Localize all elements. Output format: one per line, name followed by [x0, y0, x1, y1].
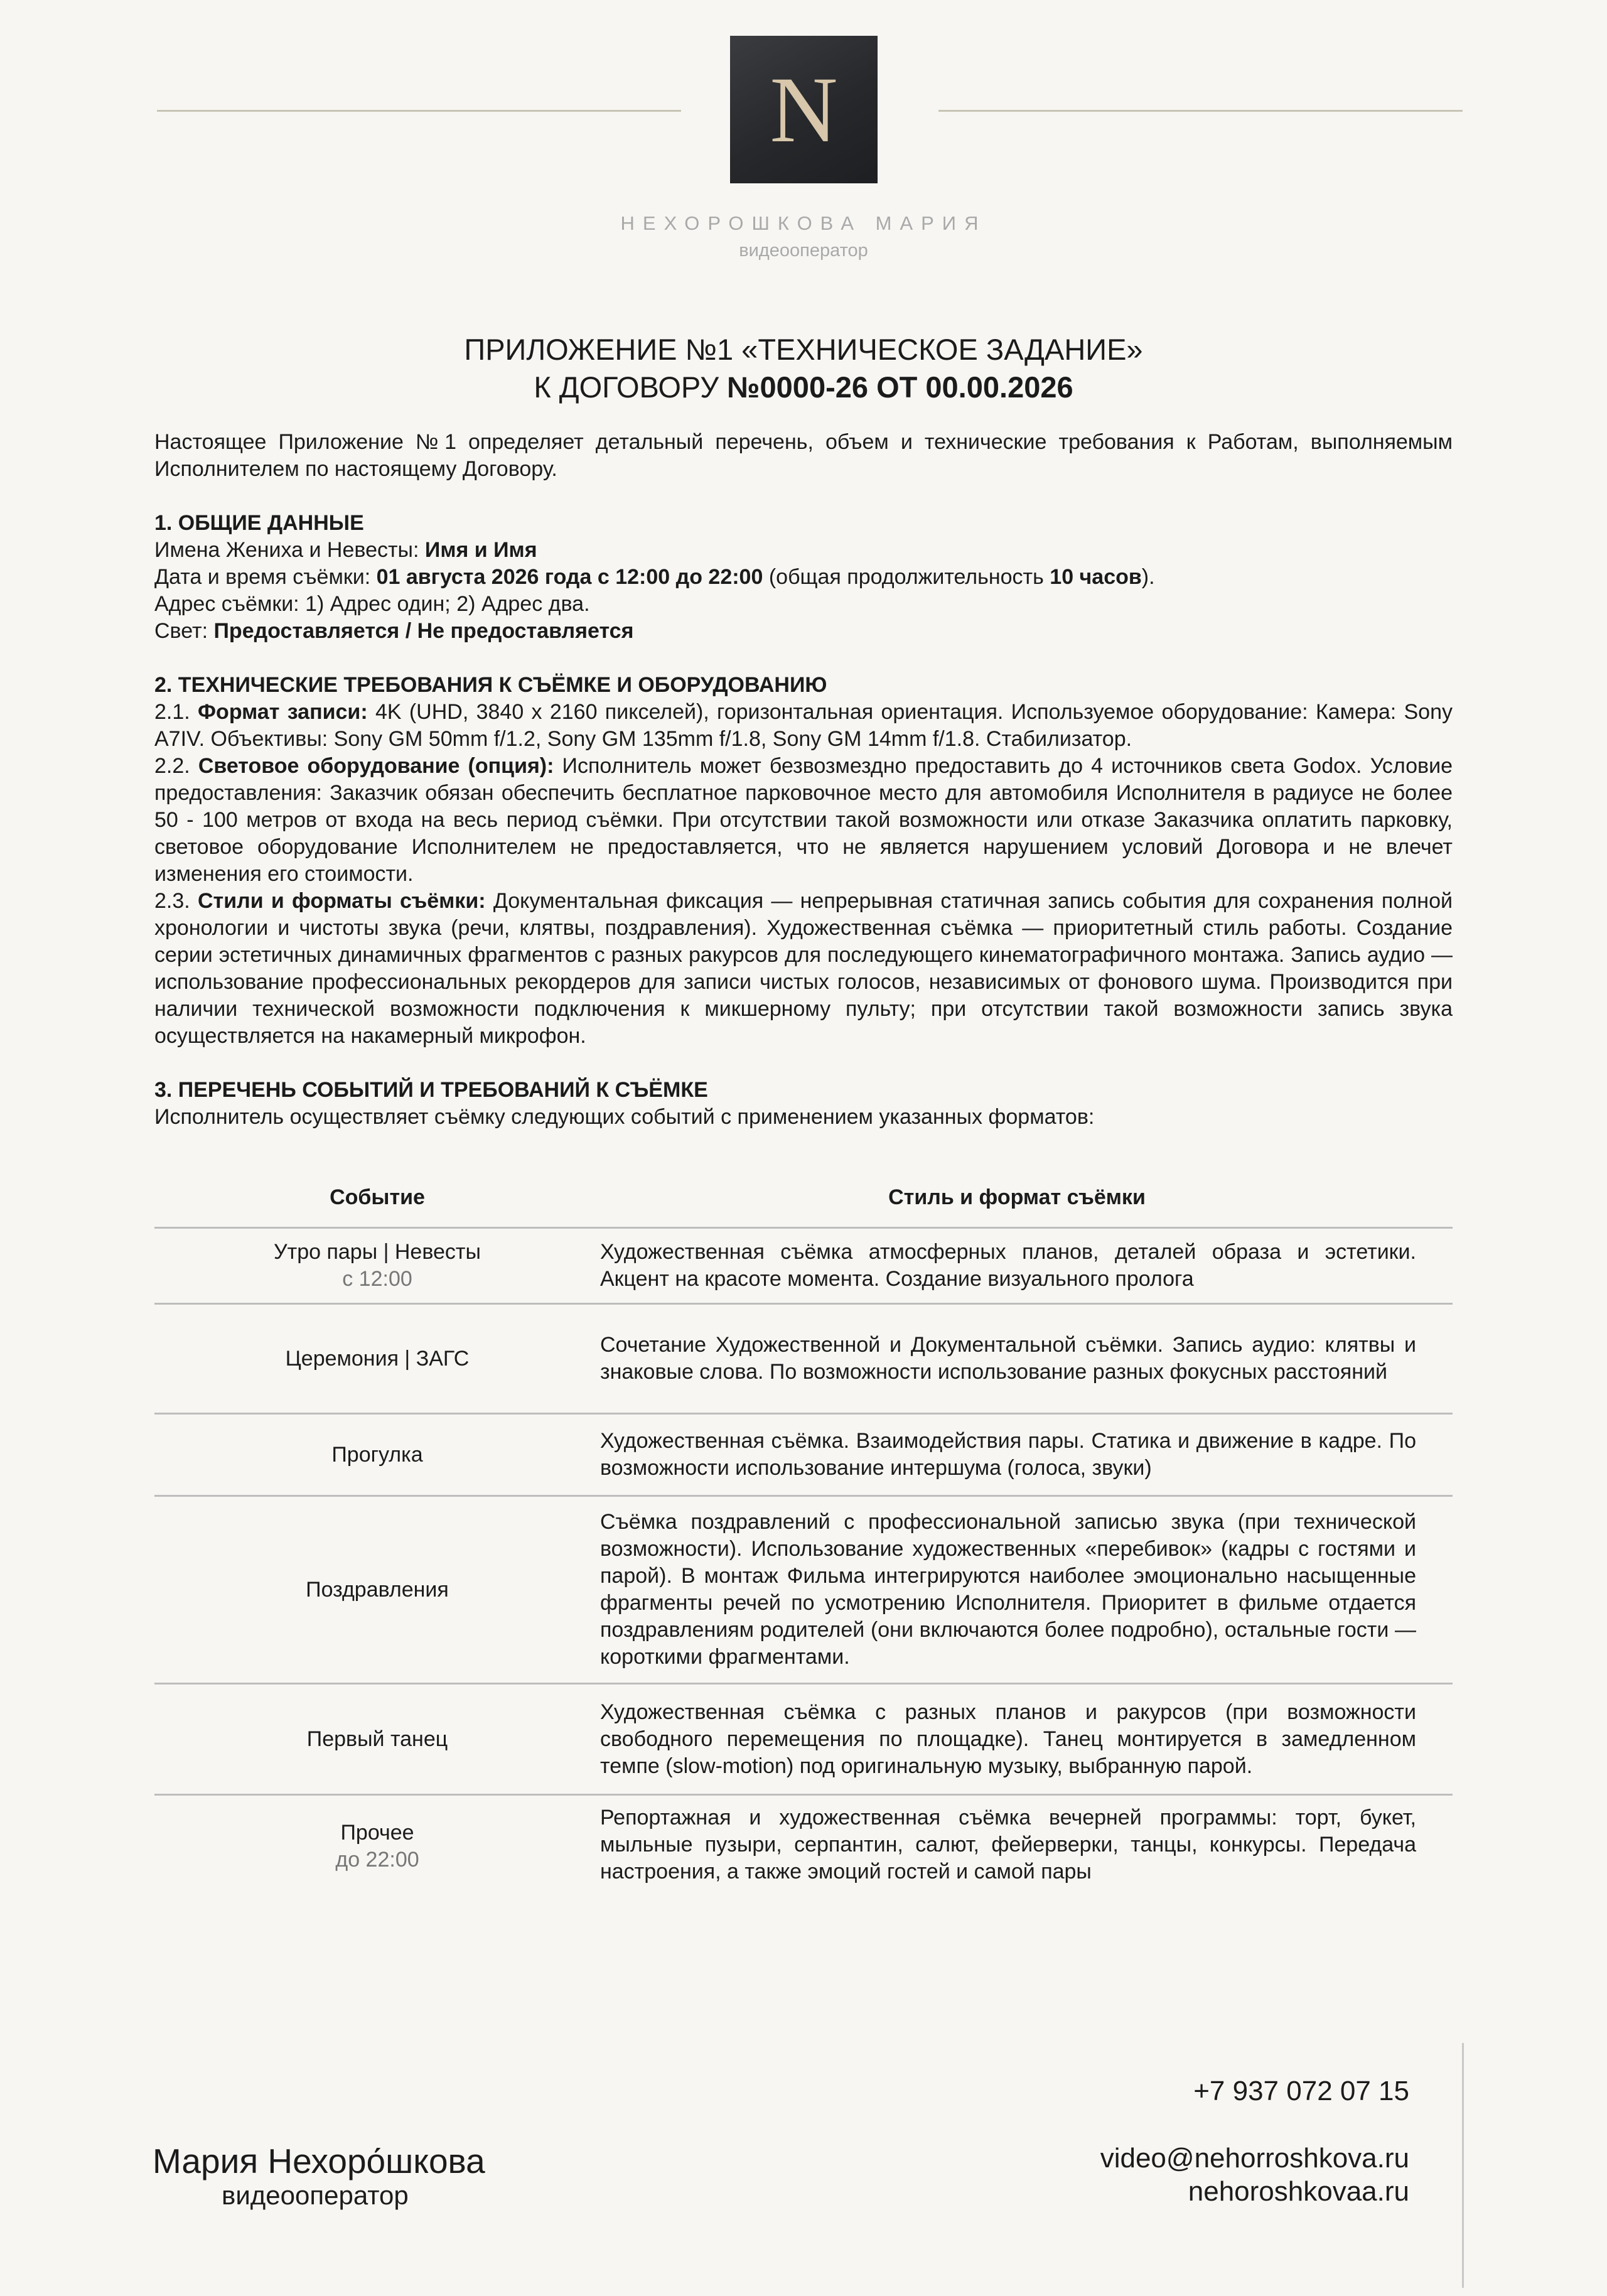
paragraph-2-1-label: Формат записи:: [198, 700, 368, 724]
title-line-2: [0, 369, 1607, 406]
names-label: Имена Жениха и Невесты:: [154, 538, 425, 562]
brand-logo: [730, 36, 878, 183]
event-time: до 22:00: [335, 1848, 419, 1872]
table-row: [154, 1796, 1453, 1900]
light-label: Свет:: [154, 619, 214, 643]
table-row: [154, 1684, 1453, 1796]
paragraph-2-1: [154, 699, 1453, 753]
paragraph-2-2-label: Световое оборудование (опция):: [198, 754, 554, 778]
document-body: [154, 429, 1453, 1131]
contract-number: №0000-26 ОТ 00.00.2026: [727, 370, 1073, 404]
event-name: Прогулка: [331, 1442, 423, 1467]
event-style: Художественная съёмка с разных планов и ракурсов (при возможности свободного перемещения по площадке). Танец монтируется в замедленном темпе (slow-motion) под оригинальную музыку, выбранную парой.: [600, 1700, 1416, 1778]
datetime-value: 01 августа 2026 года с 12:00 до 22:00: [376, 565, 763, 589]
footer-divider: [1462, 2043, 1464, 2288]
paragraph-2-3: [154, 888, 1453, 1050]
footer-name: Мария Нехоро́шкова: [153, 2142, 485, 2180]
datetime-line: [154, 564, 1453, 591]
section-2-heading: 2. ТЕХНИЧЕСКИЕ ТРЕБОВАНИЯ К СЪЁМКЕ И ОБОРУДОВАНИЮ: [154, 673, 827, 697]
brand-subtitle: видеооператор: [739, 240, 868, 261]
event-name: Церемония | ЗАГС: [285, 1346, 470, 1371]
event-style: Художественная съёмка. Взаимодействия пары. Статика и движение в кадре. По возможности использование интершума (голоса, звуки): [600, 1429, 1416, 1480]
duration-suffix: ).: [1141, 565, 1155, 589]
table-header: [154, 1168, 1453, 1229]
header-rule-right: [938, 110, 1463, 112]
header-rule-left: [157, 110, 681, 112]
title-line-1: ПРИЛОЖЕНИЕ №1 «ТЕХНИЧЕСКОЕ ЗАДАНИЕ»: [464, 333, 1143, 366]
document-title: [0, 331, 1607, 406]
paragraph-2-2-text: Исполнитель может безвозмездно предоставить до 4 источников света Godox. Условие предоставления: Заказчик обязан обеспечить бесплатное парковочное место для автомобиля Исполнителя в радиусе не более 50 - 100 метров от входа на весь период съёмки. При отсутствии такой возможности или отказе Заказчика оплатить парковку, световое оборудование Исполнителем не предоставляется, что не является нарушением условий Договора и не влечет изменения его стоимости.: [154, 754, 1453, 886]
names-value: Имя и Имя: [424, 538, 537, 562]
title-line-2-prefix: К ДОГОВОРУ: [534, 370, 728, 404]
table-row: [154, 1305, 1453, 1415]
column-header-event: Событие: [330, 1185, 425, 1209]
paragraph-2-1-number: 2.1.: [154, 700, 198, 724]
event-style: Сочетание Художественной и Документальной съёмки. Запись аудио: клятвы и знаковые слова. По возможности использование разных фокусных расстояний: [600, 1333, 1416, 1384]
paragraph-2-2-number: 2.2.: [154, 754, 198, 778]
event-style: Съёмка поздравлений с профессиональной записью звука (при технической возможности). Использование художественных «перебивок» (кадры с гостями и парой). В монтаж Фильма интегрируются наиболее эмоционально насыщенные фрагменты речей по усмотрению Исполнителя. Приоритет в фильме отдается поздравлениям родителей (они включаются более подробно), остальные гости — короткими фрагментами.: [600, 1510, 1416, 1669]
brand-name: НЕХОРОШКОВА МАРИЯ: [620, 212, 987, 234]
section-1-heading: 1. ОБЩИЕ ДАННЫЕ: [154, 511, 364, 535]
table-row: [154, 1229, 1453, 1305]
paragraph-2-3-label: Стили и форматы съёмки:: [197, 889, 486, 913]
email-link[interactable]: video@nehorroshkova.ru: [1100, 2143, 1409, 2174]
event-style: Репортажная и художественная съёмка вечерней программы: торт, букет, мыльные пузыри, серпантин, салют, фейерверки, танцы, конкурсы. Передача настроения, а также эмоций гостей и самой пары: [600, 1806, 1416, 1884]
event-style: Художественная съёмка атмосферных планов, деталей образа и эстетики. Акцент на красоте момента. Создание визуального пролога: [600, 1240, 1416, 1291]
footer-role: видеооператор: [222, 2180, 409, 2210]
event-time: с 12:00: [342, 1267, 412, 1291]
event-name: Утро пары | Невесты: [274, 1240, 481, 1264]
intro-paragraph: Настоящее Приложение №1 определяет детальный перечень, объем и технические требования к Работам, выполняемым Исполнителем по настоящему Договору.: [154, 430, 1453, 481]
table-row: [154, 1415, 1453, 1497]
duration-value: 10 часов: [1050, 565, 1142, 589]
event-name: Прочее: [340, 1821, 414, 1845]
event-name: Поздравления: [306, 1577, 449, 1602]
address-line: Адрес съёмки: 1) Адрес один; 2) Адрес два.: [154, 592, 590, 616]
duration-prefix: (общая продолжительность: [763, 565, 1050, 589]
event-name: Первый танец: [306, 1727, 448, 1751]
phone-number[interactable]: +7 937 072 07 15: [1193, 2076, 1409, 2106]
section-3-intro: Исполнитель осуществляет съёмку следующих событий с применением указанных форматов:: [154, 1105, 1095, 1129]
section-3-heading: 3. ПЕРЕЧЕНЬ СОБЫТИЙ И ТРЕБОВАНИЙ К СЪЁМКЕ: [154, 1078, 708, 1102]
names-line: [154, 537, 1453, 564]
website-link[interactable]: nehoroshkovaa.ru: [1188, 2176, 1409, 2207]
table-row: [154, 1497, 1453, 1684]
events-table: [154, 1168, 1453, 1900]
logo-letter: N: [770, 57, 838, 162]
paragraph-2-1-text: 4K (UHD, 3840 х 2160 пикселей), горизонтальная ориентация. Используемое оборудование: Камера: Sony A7IV. Объективы: Sony GM 50mm f/1.2, Sony GM 135mm f/1.8, Sony GM 14mm f/1.8. Стабилизатор.: [154, 700, 1453, 751]
column-header-style: Стиль и формат съёмки: [888, 1185, 1146, 1209]
light-line: [154, 618, 1453, 645]
datetime-label: Дата и время съёмки:: [154, 565, 377, 589]
paragraph-2-3-number: 2.3.: [154, 889, 198, 913]
paragraph-2-2: [154, 753, 1453, 888]
light-value: Предоставляется / Не предоставляется: [213, 619, 634, 643]
paragraph-2-3-text: Документальная фиксация — непрерывная статичная запись события для сохранения полной хронологии и чистоты звука (речи, клятвы, поздравления). Художественная съёмка — приоритетный стиль работы. Создание серии эстетичных динамичных фрагментов с разных ракурсов для последующего кинематографичного монтажа. Запись аудио — использование профессиональных рекордеров для записи чистых голосов, независимых от фонового шума. Производится при наличии технической возможности подключения к микшерному пульту; при отсутствии такой возможности запись звука осуществляется на накамерный микрофон.: [154, 889, 1453, 1048]
